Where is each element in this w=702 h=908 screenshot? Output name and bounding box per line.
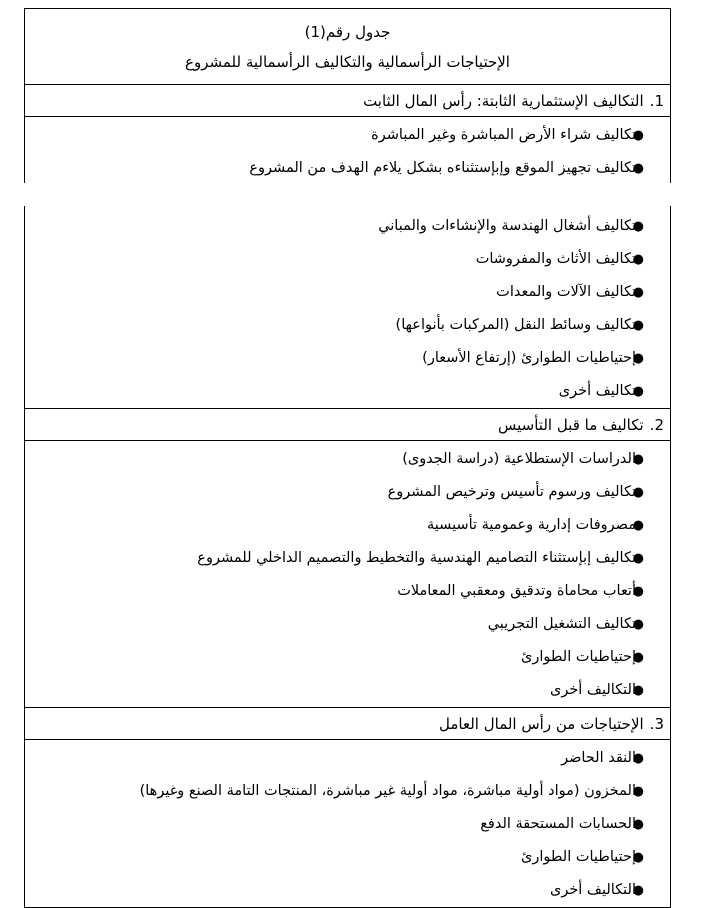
capital-requirements-table — [24, 8, 671, 908]
bullet-icon: ● — [632, 617, 644, 632]
bullet-icon: ● — [632, 817, 644, 832]
section-3-heading — [24, 707, 671, 740]
section-2-number: 2. — [649, 416, 664, 434]
bullet-icon: ● — [632, 351, 644, 366]
list-item: ● تكاليف التشغيل التجريبي — [25, 608, 670, 641]
list-item: ● التكاليف أخرى — [25, 674, 670, 707]
list-item: ● تكاليف تجهيز الموقع وإبإستثناءه بشكل يلاءم الهدف من المشروع — [25, 152, 670, 183]
section-1-list-part1 — [24, 117, 671, 183]
list-item: ● تكاليف أشغال الهندسة والإنشاءات والمباني — [25, 210, 670, 243]
bullet-icon: ● — [632, 683, 644, 698]
section-2-heading — [24, 408, 671, 441]
bullet-icon: ● — [632, 784, 644, 799]
list-item: ● تكاليف شراء الأرض المباشرة وغير المباشرة — [25, 119, 670, 152]
list-item: ● تكاليف الآلات والمعدات — [25, 276, 670, 309]
bullet-icon: ● — [632, 452, 644, 467]
list-item: ● تكاليف وسائط النقل (المركبات بأنواعها) — [25, 309, 670, 342]
bullet-icon: ● — [632, 219, 644, 234]
list-item: ● التكاليف أخرى — [25, 874, 670, 907]
table-title: الإحتياجات الرأسمالية والتكاليف الرأسمالية للمشروع — [185, 53, 510, 71]
section-3-title: الإحتياجات من رأس المال العامل — [439, 715, 644, 733]
list-item: ● تكاليف إبإستثناء التصاميم الهندسية والتخطيط والتصميم الداخلي للمشروع — [25, 542, 670, 575]
bullet-icon: ● — [632, 751, 644, 766]
list-item: ● تكاليف الأثاث والمفروشات — [25, 243, 670, 276]
bullet-icon: ● — [632, 485, 644, 500]
list-item: ● أتعاب محاماة وتدقيق ومعقبي المعاملات — [25, 575, 670, 608]
table-title-block — [24, 8, 671, 84]
list-item: ● الدراسات الإستطلاعية (دراسة الجدوى) — [25, 443, 670, 476]
section-1-list-part2 — [24, 206, 671, 408]
bullet-icon: ● — [632, 883, 644, 898]
bullet-icon: ● — [632, 384, 644, 399]
list-item: ● المخزون (مواد أولية مباشرة، مواد أولية غير مباشرة، المنتجات التامة الصنع وغيرها) — [25, 775, 670, 808]
list-item: ● مصروفات إدارية وعمومية تأسيسية — [25, 509, 670, 542]
section-2-title: تكاليف ما قبل التأسيس — [498, 416, 644, 434]
section-2-list — [24, 441, 671, 707]
section-3-number: 3. — [649, 715, 664, 733]
table-number: جدول رقم(1) — [304, 23, 391, 41]
bullet-icon: ● — [632, 650, 644, 665]
section-1-number: 1. — [649, 92, 664, 110]
list-item: ● إحتياطيات الطوارئ — [25, 641, 670, 674]
bullet-icon: ● — [632, 252, 644, 267]
bullet-icon: ● — [632, 518, 644, 533]
bullet-icon: ● — [632, 584, 644, 599]
bullet-icon: ● — [632, 161, 644, 176]
list-item: ● تكاليف ورسوم تأسيس وترخيص المشروع — [25, 476, 670, 509]
list-item: ● إحتياطيات الطوارئ (إرتفاع الأسعار) — [25, 342, 670, 375]
bullet-icon: ● — [632, 318, 644, 333]
bullet-icon: ● — [632, 551, 644, 566]
bullet-icon: ● — [632, 285, 644, 300]
section-3-list — [24, 740, 671, 908]
list-item: ● إحتياطيات الطوارئ — [25, 841, 670, 874]
bullet-icon: ● — [632, 128, 644, 143]
bullet-icon: ● — [632, 850, 644, 865]
section-1-heading — [24, 84, 671, 117]
list-item: ● تكاليف أخرى — [25, 375, 670, 408]
page-break-gap — [24, 183, 671, 206]
section-1-title: التكاليف الإستثمارية الثابتة: رأس المال الثابت — [363, 92, 644, 110]
list-item: ● النقد الحاضر — [25, 742, 670, 775]
list-item: ● الحسابات المستحقة الدفع — [25, 808, 670, 841]
